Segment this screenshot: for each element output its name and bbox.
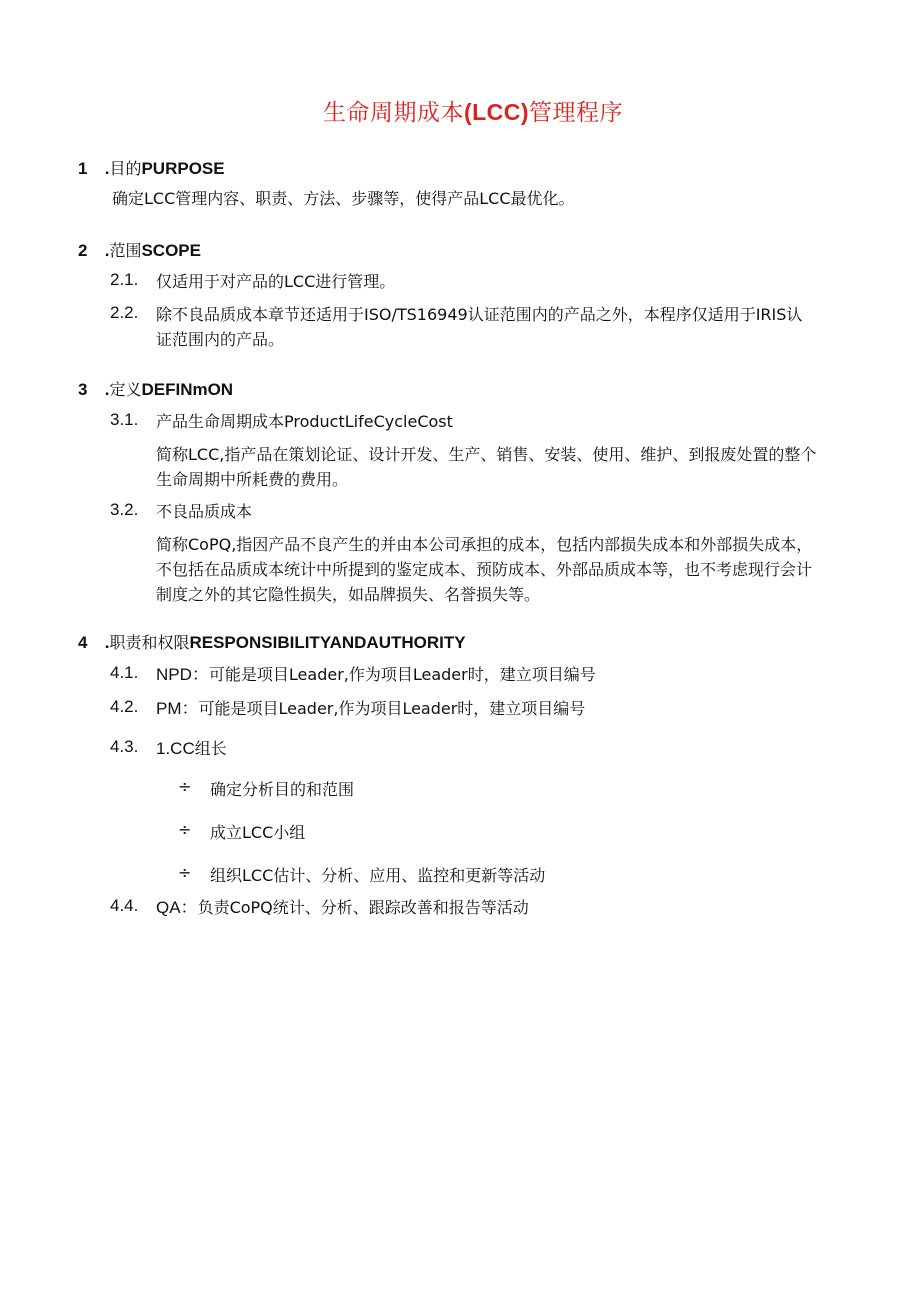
title-suffix: 管理程序 xyxy=(529,100,624,126)
item-text: 除不良品质成本章节还适用于ISO/TS16949认证范围内的产品之外，本程序仅适用于IRIS认 xyxy=(156,305,803,324)
section-dot: . xyxy=(100,159,110,178)
title-latin: (LCC) xyxy=(463,99,530,125)
role-description: 可能是项目Leader,作为项目Leader时，建立项目编号 xyxy=(208,665,596,684)
role-description: 组长 xyxy=(194,739,227,758)
section-title-en: SCOPE xyxy=(141,241,201,260)
bullet-mark: ÷ xyxy=(178,863,192,882)
section-heading-purpose xyxy=(78,156,225,179)
item-text: 仅适用于对产品的LCC进行管理。 xyxy=(156,272,396,291)
section-dot: . xyxy=(100,380,110,399)
item-number: 3.2. xyxy=(110,500,139,519)
section-number: 3 xyxy=(78,380,88,399)
section-title-zh: 目的 xyxy=(109,159,142,178)
section-dot: . xyxy=(100,241,110,260)
item-text xyxy=(156,696,585,721)
section-title-zh: 范围 xyxy=(109,241,142,260)
role-label: PM： xyxy=(156,699,199,718)
item-number: 2.2. xyxy=(110,303,139,322)
section-heading-responsibility xyxy=(78,630,466,653)
section-title-en: PURPOSE xyxy=(141,159,225,178)
item-number: 2.1. xyxy=(110,270,139,289)
item-text xyxy=(156,895,529,920)
item-text: 产品生命周期成本ProductLifeCycleCost xyxy=(156,412,453,431)
bullet-text: 确定分析目的和范围 xyxy=(210,780,355,799)
title-prefix: 生命周期成本 xyxy=(322,100,464,126)
section-title-en: RESPONSIBILITYANDAUTHORITY xyxy=(189,633,466,652)
item-text: 不良品质成本 xyxy=(156,502,253,521)
role-label: 1.CC xyxy=(156,739,195,758)
bullet-text: 组织LCC估计、分析、应用、监控和更新等活动 xyxy=(210,866,546,885)
item-text xyxy=(156,662,596,687)
section-body-purpose: 确定LCC管理内容、职责、方法、步骤等，使得产品LCC最优化。 xyxy=(112,189,575,208)
item-number: 3.1. xyxy=(110,410,139,429)
section-number: 2 xyxy=(78,241,88,260)
bullet-mark: ÷ xyxy=(178,820,192,839)
item-text-continued: 证范围内的产品。 xyxy=(156,330,285,349)
section-title-zh: 职责和权限 xyxy=(109,633,190,652)
section-title-en: DEFINmON xyxy=(141,380,234,399)
role-label: QA： xyxy=(156,898,198,917)
definition-paragraph-line: 生命周期中所耗费的费用。 xyxy=(156,470,349,489)
section-number: 4 xyxy=(78,633,88,652)
section-dot: . xyxy=(100,633,110,652)
section-title-zh: 定义 xyxy=(109,380,142,399)
section-heading-definition xyxy=(78,377,233,400)
item-number: 4.4. xyxy=(110,896,139,915)
item-number: 4.2. xyxy=(110,697,139,716)
document-title xyxy=(0,94,920,127)
bullet-text: 成立LCC小组 xyxy=(210,823,306,842)
definition-paragraph-line: 简称CoPQ,指因产品不良产生的并由本公司承担的成本，包括内部损失成本和外部损失成本， xyxy=(156,535,813,554)
definition-paragraph-line: 制度之外的其它隐性损失，如品牌损失、名誉损失等。 xyxy=(156,585,541,604)
section-heading-scope xyxy=(78,238,201,261)
definition-paragraph-line: 简称LCC,指产品在策划论证、设计开发、生产、销售、安装、使用、维护、到报废处置的整个 xyxy=(156,445,817,464)
role-label: NPD： xyxy=(156,665,209,684)
definition-paragraph-line: 不包括在品质成本统计中所提到的鉴定成本、预防成本、外部品质成本等，也不考虑现行会计 xyxy=(156,560,813,579)
role-description: 负责CoPQ统计、分析、跟踪改善和报告等活动 xyxy=(197,898,529,917)
item-number: 4.1. xyxy=(110,663,139,682)
bullet-mark: ÷ xyxy=(178,777,192,796)
item-text xyxy=(156,736,227,761)
role-description: 可能是项目Leader,作为项目Leader时，建立项目编号 xyxy=(198,699,586,718)
item-number: 4.3. xyxy=(110,737,139,756)
section-number: 1 xyxy=(78,159,88,178)
